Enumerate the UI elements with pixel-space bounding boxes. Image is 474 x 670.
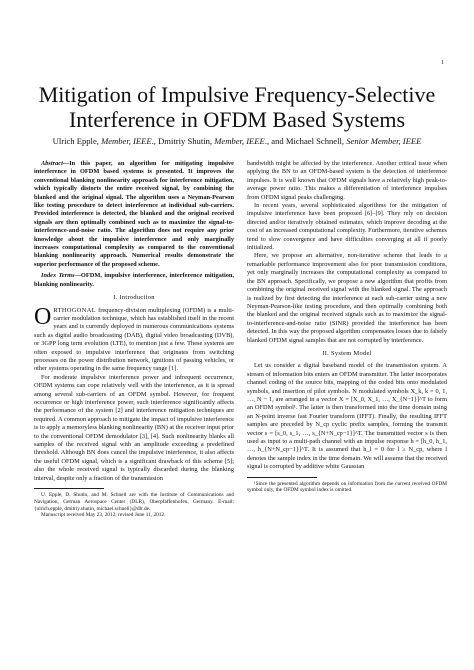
left-column [34,160,234,519]
footnote-rule-right [247,477,317,478]
drop-cap: O [34,303,52,330]
index-terms-label: Index Terms [41,272,75,280]
author-1: Ulrich Epple, [52,136,102,146]
body-paragraph-3: Here, we propose an alternative, non-iterative scheme that leads to a remarkable performance improvement also for poor transmission conditions, yet only marginally increases the computational complexity as compared to the BN approach. Specifically, we propose a new algorithm that profits from combining the original received signal with the blanked signal. The approach is realized by first detecting the interference at each sub-carrier using a new Neyman-Pearson-like testing procedure, and then optimally combining both the blanked and the original received signals such as to maximize the signal-to-interference-and-noise ratio (SINR) provided the interference has been detected. In this way the proposed algorithm compensates losses due to falsely blanked OFDM signal samples that are not corrupted by interference. [247,252,447,344]
index-terms-text: —OFDM, impulsive interference, interference mitigation, blanking nonlinearity. [34,272,234,288]
paper-title [20,82,454,132]
abstract [34,160,234,269]
page-number: 1 [441,60,444,66]
footnote-affiliation: U. Epple, D. Shutin, and M. Schnell are with the Institute of Communications and Navigation, German Aerospace Center (DLR), Oberpfaffenhofen, Germany. E-mail: {ulrich.epple, dmitriy.shutin, michael.schnell}@dlr.de. [34,492,234,512]
intro-text-1: frequency-division multiplexing (OFDM) is a multi-carrier modulation technique, which has established itself in the recent years and is currently deployed in numerous communications systems such as digital audio broadcasting (DAB), digital video broadcasting (DVB), or 3GPP long term evolution (LTE), to mention just a few. These systems are often exposed to impulsive interference that originates from switching processes on the power distribution network, ignitions of passing vehicles, or other systems operating in the same frequency range [1]. [34,306,234,373]
author-2: ., Dmitriy Shutin, [151,136,215,146]
right-column [247,160,447,494]
footnote-symbol-index: ¹Since the presented algorithm depends on information from the current received OFDM symbol only, the OFDM symbol index is omitted. [247,480,447,494]
title-line-2: Interference in OFDM Based Systems [68,107,406,132]
author-list [20,136,454,146]
title-line-1: Mitigation of Impulsive Frequency-Selective [38,82,436,107]
footnotes-right [247,481,447,495]
intro-paragraph-2: For moderate impulsive interference power and infrequent occurrence, OFDM systems can cope relatively well with the interference, as it is spread among several sub-carriers of an OFDM symbol. However, for frequent occurrence or high interference power, such interference significantly affects the performance of the system [2] and interference mitigation techniques are required. A common approach to mitigate the impact of impulsive interference is to apply a memoryless blanking nonlinearity (BN) at the receiver input prior to the conventional OFDM demodulator [3], [4]. Such nonlinearity blanks all samples of the received signal with an amplitude exceeding a predefined threshold. Although BN does cancel the impulsive interference, it also affects the useful OFDM signal, which is a significant drawback of this scheme [5]; also the whole received signal is typically discarded during the blanking interval, despite only a fraction of the transmission [34,373,234,482]
body-paragraph-1: bandwidth might be affected by the interference. Another critical issue when applying the BN to an OFDM-based system is the detection of interference impulses. It is well known that OFDM signals have a relatively high peak-to-average power ratio. This makes a differentiation of interference impulses from OFDM signal peaks challenging. [247,160,447,201]
intro-paragraph-1 [34,303,234,374]
author-2-role: Member, IEEE [214,136,265,146]
index-terms [34,272,234,289]
section-heading-introduction: I. Introduction [113,294,155,302]
footnote-manuscript: Manuscript received May 23, 2012; revised June 11, 2012. [41,512,166,519]
author-1-role: Member, IEEE [101,136,152,146]
abstract-label: Abstract [41,160,63,167]
author-3: ., and Michael Schnell, [264,136,347,146]
body-paragraph-2: In recent years, several sophisticated algorithms for the mitigation of impulsive interference have been proposed [6]–[9]. They rely on decision directed and/or iteratively obtained estimates, which improve decoding at the cost of an increased computational complexity. Furthermore, iterative schemes tend to slow convergence and have difficulties converging at all if poorly initialized. [247,202,447,252]
body-paragraph-4: Let us consider a digital baseband model of the transmission system. A stream of information bits enters an OFDM transmitter. The latter incorporates channel coding of the source bits, mapping of the coded bits onto modulated symbols, and insertion of pilot symbols. N modulated symbols X_k, k = 0, 1, …, N − 1, are arranged in a vector X = [X_0, X_1, …, X_{N−1}]^T to form an OFDM symbol¹. The latter is then transformed into the time domain using an N-point inverse fast Fourier transform (IFFT). Finally, the resulting IFFT samples are preceded by N_cp cyclic prefix samples, forming the transmit vector s = [s_0, s_1, …, s_{N+N_cp−1}]^T. The transmitted vector s is then used as input to a multi-path channel with an impulse response h = [h_0, h_1, …, h_{N+N_cp−1}]^T. It is assumed that h_l = 0 for l ≥ N_cp, where l denotes the sample index in the time domain. We will assume that the received signal is corrupted by additive white Gaussian [247,362,447,471]
abstract-text: —In this paper, an algorithm for mitigating impulsive interference in OFDM based systems is presented. It improves the conventional blanking nonlinearity approach for interference mitigation, which typically distorts the entire received signal, by combining the blanked and the original signal. The algorithm uses a Neyman-Pearson like testing procedure to detect interference at individual sub-carriers. Provided interference is detected, the blanked and the original received signals are then optimally combined such as to maximize the signal-to-interference-and-noise ratio. The algorithm does not require any prior knowledge about the impulsive interference and only marginally increases computational complexity as compared to the conventional blanking nonlinearity approach. Numerical results demonstrate the superior performance of the proposed scheme. [34,160,234,268]
footnote-rule [34,488,104,489]
section-heading-system-model: II. System Model [322,349,372,357]
author-3-role: Senior Member, IEEE [346,136,422,146]
intro-smallcaps: RTHOGONAL [53,306,97,314]
footnotes [34,492,234,519]
